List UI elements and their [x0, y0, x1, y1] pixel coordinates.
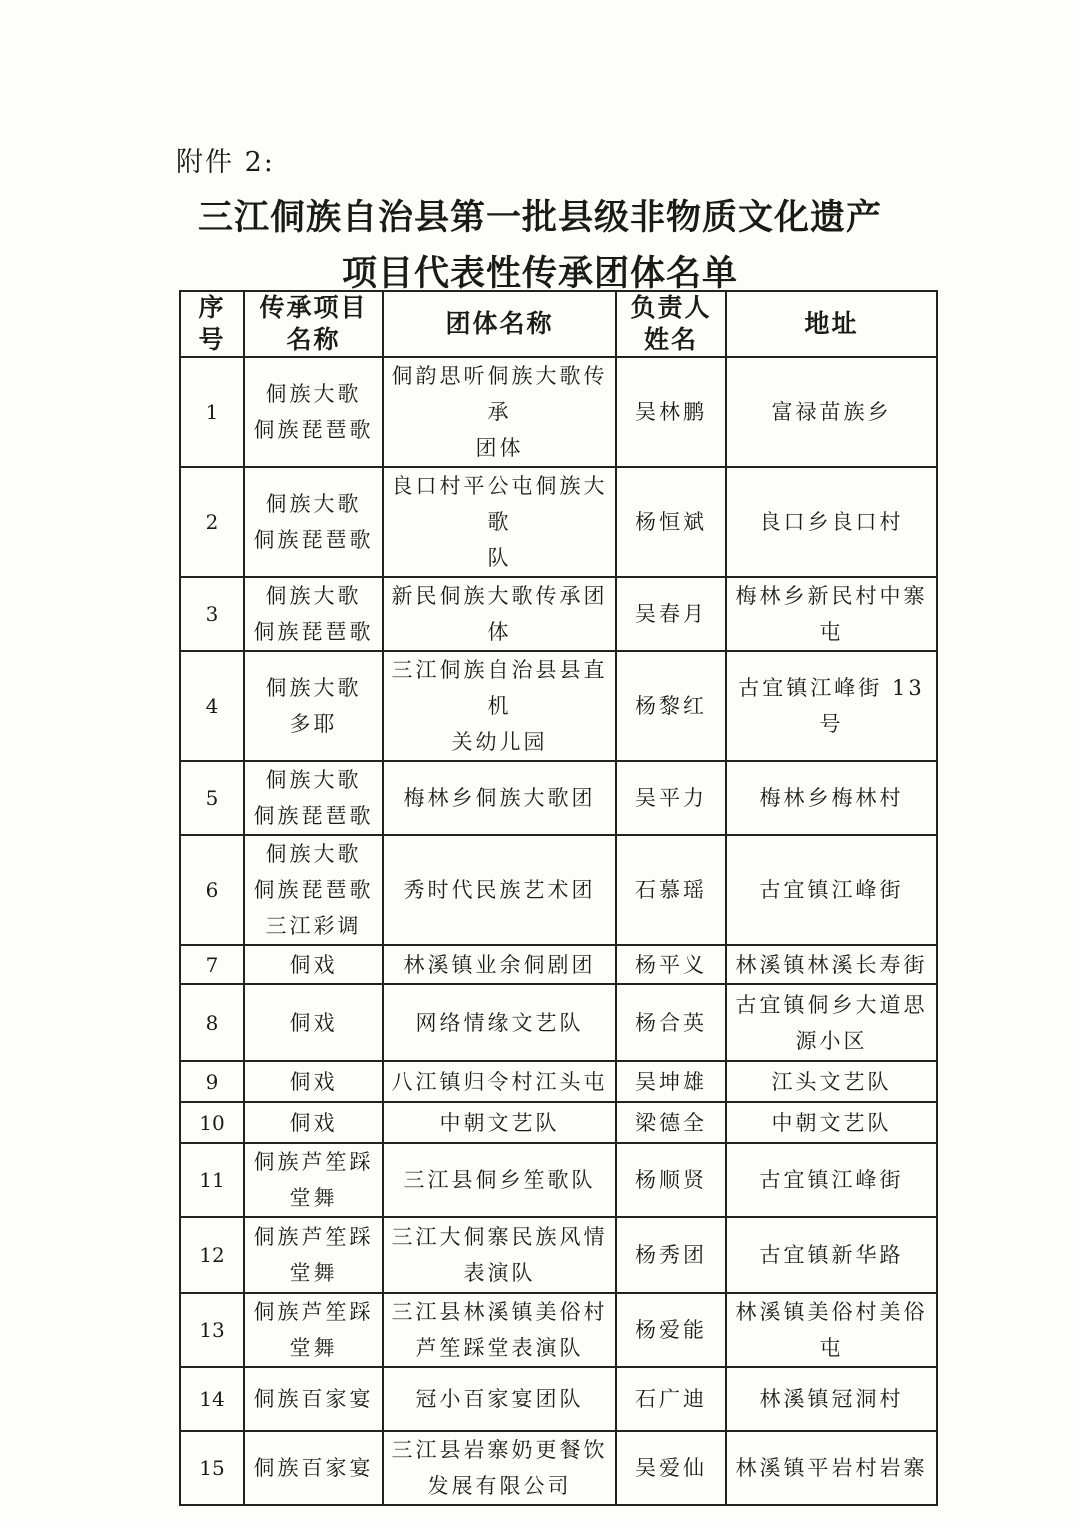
cell-text: 侗族大歌 — [265, 492, 362, 516]
cell-text: 侗族百家宴 — [253, 1456, 374, 1480]
cell-text: 侗戏 — [289, 1010, 338, 1035]
cell-address — [726, 1217, 937, 1293]
cell-text: 10 — [199, 1110, 225, 1135]
table-row — [180, 1293, 937, 1367]
cell-text: 侗族芦笙踩 — [253, 1225, 374, 1249]
cell-text: 6 — [205, 878, 219, 902]
cell-text: 团体 — [475, 436, 524, 460]
cell-text: 侗戏 — [289, 1069, 338, 1094]
cell-text: 芦笙踩堂表演队 — [415, 1336, 584, 1360]
cell-text: 吴爱仙 — [635, 1456, 707, 1480]
header-serial — [180, 291, 244, 357]
cell-address — [726, 835, 937, 945]
cell-text: 古宜镇江峰街 13 号 — [738, 676, 925, 736]
cell-text: 古宜镇江峰街 — [759, 1168, 904, 1192]
cell-text: 1 — [205, 400, 219, 424]
cell-project — [244, 1102, 383, 1143]
cell-text: 秀时代民族艺术团 — [403, 878, 596, 902]
cell-address — [726, 577, 937, 651]
cell-address — [726, 1061, 937, 1102]
header-text: 团体名称 — [445, 309, 554, 338]
cell-text: 杨顺贤 — [635, 1168, 707, 1192]
cell-project — [244, 577, 383, 651]
cell-text: 三江县侗乡笙歌队 — [403, 1168, 596, 1192]
cell-text: 杨合英 — [635, 1010, 707, 1035]
cell-leader — [616, 357, 726, 467]
cell-text: 9 — [205, 1069, 219, 1094]
cell-text: 林溪镇冠洞村 — [759, 1387, 904, 1411]
cell-text: 三江县岩寨奶更餐饮 — [391, 1438, 608, 1462]
attachment-label: 附件 2: — [176, 147, 275, 178]
cell-serial — [180, 357, 244, 467]
cell-serial — [180, 577, 244, 651]
cell-text: 堂舞 — [289, 1186, 338, 1210]
cell-text: 杨恒斌 — [635, 510, 707, 534]
cell-text: 林溪镇平岩村岩寨 — [735, 1456, 928, 1480]
cell-text: 梁德全 — [635, 1110, 707, 1135]
cell-text: 三江彩调 — [265, 914, 362, 938]
cell-group — [383, 1143, 616, 1217]
cell-text: 吴平力 — [635, 786, 707, 810]
cell-text: 12 — [199, 1243, 225, 1267]
cell-leader — [616, 1143, 726, 1217]
table-row — [180, 984, 937, 1061]
cell-text: 屯 — [819, 1336, 844, 1360]
cell-text: 侗族琵琶歌 — [253, 418, 374, 442]
cell-group — [383, 1102, 616, 1143]
cell-text: 堂舞 — [289, 1336, 338, 1360]
cell-text: 屯 — [819, 620, 844, 644]
cell-project — [244, 357, 383, 467]
cell-address — [726, 1102, 937, 1143]
cell-project — [244, 1217, 383, 1293]
cell-text: 三江大侗寨民族风情 — [391, 1225, 608, 1249]
cell-text: 新民侗族大歌传承团体 — [391, 584, 608, 644]
cell-project — [244, 1143, 383, 1217]
cell-group — [383, 1431, 616, 1505]
cell-project — [244, 467, 383, 577]
cell-address — [726, 1367, 937, 1431]
cell-serial — [180, 1367, 244, 1431]
cell-text: 源小区 — [795, 1028, 868, 1053]
cell-text: 侗族琵琶歌 — [253, 528, 374, 552]
table-row — [180, 1061, 937, 1102]
cell-text: 侗戏 — [289, 952, 338, 977]
cell-project — [244, 835, 383, 945]
header-address — [726, 291, 937, 357]
table-row — [180, 357, 937, 467]
header-text: 号 — [198, 325, 226, 354]
cell-text: 侗族大歌 — [265, 842, 362, 866]
cell-group — [383, 945, 616, 984]
heritage-groups-table — [179, 290, 938, 1506]
cell-address — [726, 761, 937, 835]
cell-text: 13 — [199, 1318, 225, 1342]
cell-text: 11 — [199, 1168, 225, 1192]
cell-text: 关幼儿园 — [451, 730, 548, 754]
table-row — [180, 1431, 937, 1505]
header-text: 负责人 — [630, 293, 712, 322]
cell-text: 侗族芦笙踩 — [253, 1150, 374, 1174]
cell-project — [244, 945, 383, 984]
table-row — [180, 1217, 937, 1293]
cell-address — [726, 945, 937, 984]
cell-serial — [180, 1102, 244, 1143]
table-row — [180, 1367, 937, 1431]
cell-serial — [180, 835, 244, 945]
cell-text: 发展有限公司 — [427, 1474, 572, 1498]
cell-text: 4 — [205, 694, 219, 718]
cell-serial — [180, 1431, 244, 1505]
cell-text: 侗韵思听侗族大歌传承 — [391, 364, 608, 424]
cell-serial — [180, 984, 244, 1061]
cell-project — [244, 984, 383, 1061]
cell-project — [244, 761, 383, 835]
cell-leader — [616, 1367, 726, 1431]
cell-text: 吴春月 — [635, 602, 707, 626]
header-text: 姓名 — [643, 325, 698, 354]
cell-text: 侗族琵琶歌 — [253, 620, 374, 644]
cell-text: 杨黎红 — [635, 694, 707, 718]
cell-group — [383, 577, 616, 651]
table-row — [180, 1143, 937, 1217]
table-row — [180, 761, 937, 835]
cell-text: 石慕瑶 — [635, 878, 707, 902]
cell-text: 石广迪 — [635, 1387, 707, 1411]
header-project — [244, 291, 383, 357]
cell-serial — [180, 651, 244, 761]
cell-leader — [616, 984, 726, 1061]
cell-text: 梅林乡梅林村 — [759, 786, 904, 810]
cell-text: 15 — [199, 1456, 225, 1480]
cell-text: 多耶 — [289, 712, 338, 736]
cell-text: 古宜镇侗乡大道思 — [735, 992, 928, 1017]
cell-leader — [616, 1061, 726, 1102]
cell-text: 2 — [205, 510, 219, 534]
cell-text: 冠小百家宴团队 — [415, 1387, 584, 1411]
cell-leader — [616, 1102, 726, 1143]
cell-group — [383, 467, 616, 577]
cell-project — [244, 1061, 383, 1102]
cell-group — [383, 1367, 616, 1431]
cell-serial — [180, 1293, 244, 1367]
table-row — [180, 1102, 937, 1143]
cell-text: 良口村平公屯侗族大歌 — [391, 474, 608, 534]
cell-group — [383, 651, 616, 761]
header-group — [383, 291, 616, 357]
cell-text: 梅林乡新民村中寨 — [735, 584, 928, 608]
cell-text: 3 — [205, 602, 219, 626]
cell-serial — [180, 467, 244, 577]
cell-text: 古宜镇新华路 — [759, 1243, 904, 1267]
cell-text: 侗族大歌 — [265, 768, 362, 792]
header-text: 名称 — [286, 325, 341, 354]
cell-text: 网络情缘文艺队 — [415, 1010, 584, 1035]
cell-text: 八江镇归令村江头屯 — [391, 1069, 608, 1094]
cell-text: 7 — [205, 952, 219, 977]
cell-group — [383, 761, 616, 835]
cell-serial — [180, 761, 244, 835]
cell-text: 梅林乡侗族大歌团 — [403, 786, 596, 810]
cell-text: 队 — [487, 546, 512, 570]
cell-leader — [616, 1431, 726, 1505]
header-text: 序 — [198, 293, 226, 322]
cell-leader — [616, 651, 726, 761]
cell-text: 良口乡良口村 — [759, 510, 904, 534]
cell-group — [383, 357, 616, 467]
cell-address — [726, 357, 937, 467]
cell-text: 富禄苗族乡 — [771, 400, 892, 424]
cell-text: 表演队 — [463, 1261, 536, 1285]
cell-address — [726, 1431, 937, 1505]
cell-text: 江头文艺队 — [771, 1069, 892, 1094]
header-leader — [616, 291, 726, 357]
cell-group — [383, 1293, 616, 1367]
table-row — [180, 945, 937, 984]
cell-address — [726, 1143, 937, 1217]
cell-text: 5 — [205, 786, 219, 810]
cell-text: 杨平义 — [635, 952, 707, 977]
cell-leader — [616, 467, 726, 577]
cell-group — [383, 984, 616, 1061]
cell-address — [726, 1293, 937, 1367]
cell-text: 三江县林溪镇美俗村 — [391, 1300, 608, 1324]
cell-leader — [616, 1217, 726, 1293]
cell-text: 林溪镇林溪长寿街 — [735, 952, 928, 977]
cell-text: 中朝文艺队 — [439, 1110, 560, 1135]
cell-address — [726, 467, 937, 577]
header-text: 传承项目 — [259, 293, 368, 322]
cell-leader — [616, 761, 726, 835]
cell-text: 侗族芦笙踩 — [253, 1300, 374, 1324]
table-row — [180, 651, 937, 761]
cell-project — [244, 651, 383, 761]
cell-text: 堂舞 — [289, 1261, 338, 1285]
table-header-row — [180, 291, 937, 357]
cell-project — [244, 1431, 383, 1505]
cell-text: 杨爱能 — [635, 1318, 707, 1342]
cell-text: 吴林鹏 — [635, 400, 707, 424]
document-title-line2: 项目代表性传承团体名单 — [341, 254, 738, 294]
cell-text: 侗戏 — [289, 1110, 338, 1135]
cell-address — [726, 651, 937, 761]
cell-text: 侗族大歌 — [265, 584, 362, 608]
cell-serial — [180, 1061, 244, 1102]
cell-address — [726, 984, 937, 1061]
cell-text: 侗族琵琶歌 — [253, 804, 374, 828]
document-title-line1: 三江侗族自治县第一批县级非物质文化遗产 — [197, 198, 882, 238]
cell-text: 杨秀团 — [635, 1243, 707, 1267]
cell-text: 林溪镇业余侗剧团 — [403, 952, 596, 977]
cell-text: 14 — [199, 1387, 225, 1411]
cell-text: 古宜镇江峰街 — [759, 878, 904, 902]
cell-leader — [616, 577, 726, 651]
cell-text: 8 — [205, 1010, 219, 1035]
cell-text: 侗族琵琶歌 — [253, 878, 374, 902]
cell-leader — [616, 835, 726, 945]
cell-text: 中朝文艺队 — [771, 1110, 892, 1135]
cell-project — [244, 1367, 383, 1431]
cell-serial — [180, 1143, 244, 1217]
cell-project — [244, 1293, 383, 1367]
cell-group — [383, 1217, 616, 1293]
header-text: 地址 — [804, 309, 859, 338]
cell-text: 侗族百家宴 — [253, 1387, 374, 1411]
cell-text: 侗族大歌 — [265, 382, 362, 406]
table-row — [180, 835, 937, 945]
cell-text: 林溪镇美俗村美俗 — [735, 1300, 928, 1324]
table-row — [180, 577, 937, 651]
cell-serial — [180, 945, 244, 984]
cell-text: 吴坤雄 — [635, 1069, 707, 1094]
cell-leader — [616, 1293, 726, 1367]
cell-group — [383, 835, 616, 945]
cell-text: 三江侗族自治县县直机 — [391, 658, 608, 718]
cell-group — [383, 1061, 616, 1102]
table-row — [180, 467, 937, 577]
cell-leader — [616, 945, 726, 984]
table-body — [180, 357, 937, 1505]
cell-serial — [180, 1217, 244, 1293]
cell-text: 侗族大歌 — [265, 676, 362, 700]
